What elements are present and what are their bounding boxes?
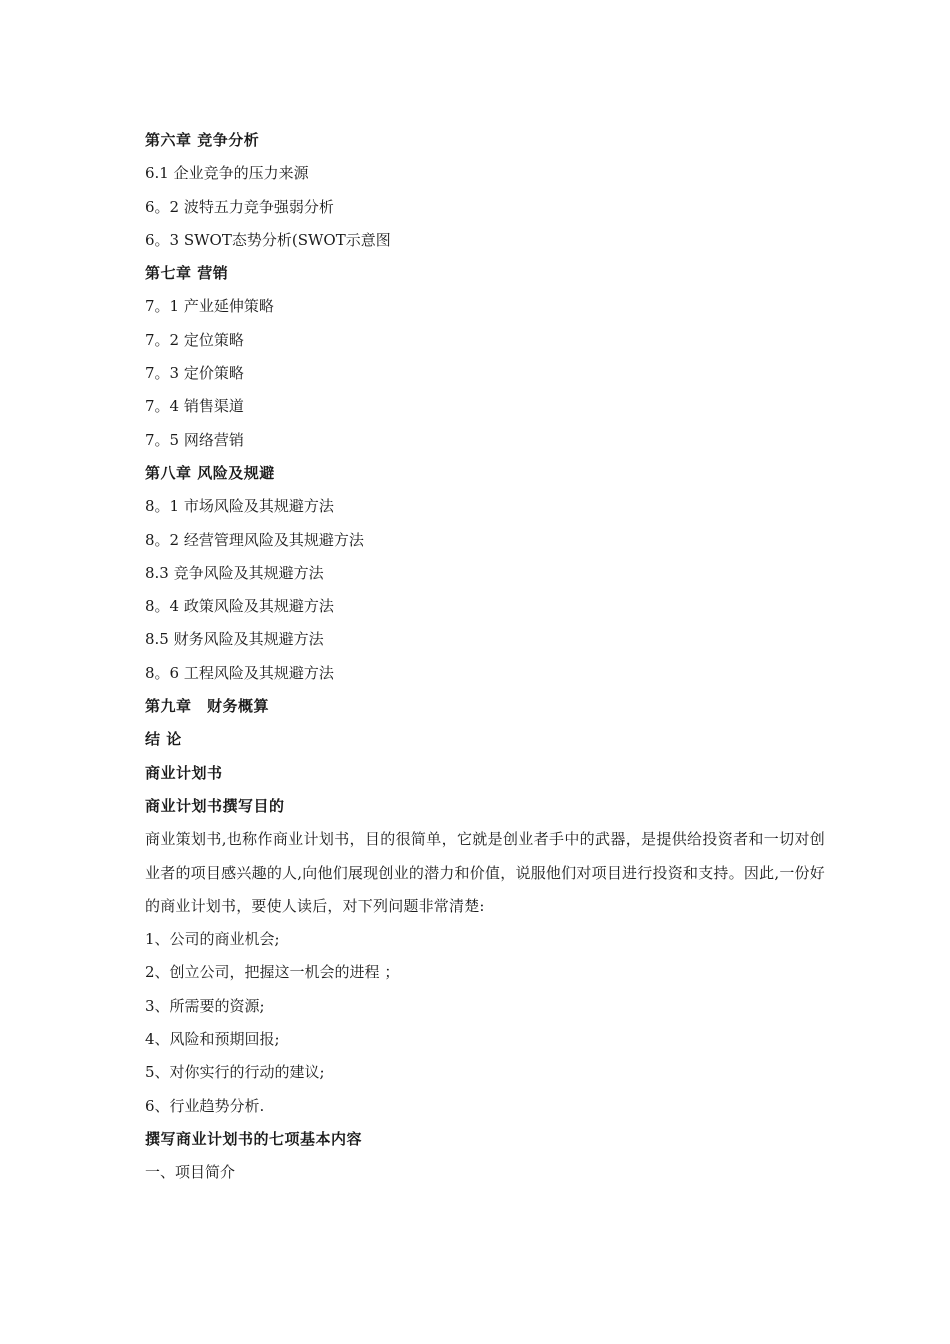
- list-item: 3、所需要的资源;: [145, 996, 265, 1015]
- section-heading: 第七章 营销: [145, 264, 229, 283]
- section-heading: 第六章 竞争分析: [145, 131, 260, 149]
- section-heading: 商业计划书: [145, 763, 223, 782]
- list-item: 6。3 SWOT态势分析(SWOT示意图: [145, 230, 391, 249]
- list-item: 6、行业趋势分析.: [145, 1096, 265, 1115]
- list-item: 7。2 定位策略: [145, 330, 244, 349]
- list-item: 2、创立公司，把握这一机会的进程 ；: [145, 963, 400, 982]
- list-item: 7。1 产业延伸策略: [145, 297, 274, 316]
- list-item: 6.1 企业竞争的压力来源: [145, 164, 309, 183]
- list-item: 1、公司的商业机会;: [145, 930, 280, 949]
- list-item: 4、风险和预期回报;: [145, 1030, 280, 1049]
- section-heading: 商业计划书撰写目的: [145, 796, 285, 815]
- list-item: 8。4 政策风险及其规避方法: [145, 597, 334, 616]
- list-item: 8.3 竞争风险及其规避方法: [145, 563, 324, 582]
- section-heading: 第九章 财务概算: [145, 697, 270, 716]
- section-heading: 第八章 风险及规避: [145, 463, 275, 482]
- list-item: 8。1 市场风险及其规避方法: [145, 497, 334, 516]
- list-item: 7。5 网络营销: [145, 430, 244, 449]
- list-item: 7。4 销售渠道: [145, 397, 244, 416]
- list-item: 8。6 工程风险及其规避方法: [145, 663, 334, 682]
- list-item: 一、项目简介: [145, 1163, 236, 1182]
- document-body: [145, 124, 825, 1190]
- list-item: 5、对你实行的行动的建议;: [145, 1063, 325, 1082]
- list-item: 7。3 定价策略: [145, 364, 244, 383]
- body-paragraph: 商业策划书,也称作商业计划书，目的很简单，它就是创业者手中的武器，是提供给投资者和一切对创业者的项目感兴趣的人,向他们展现创业的潜力和价值，说服他们对项目进行投资和支持。因此,一份好的商业计划书，要使人读后，对下列问题非常清楚:: [145, 830, 825, 915]
- list-item: 8。2 经营管理风险及其规避方法: [145, 530, 364, 549]
- section-heading: 撰写商业计划书的七项基本内容: [145, 1129, 363, 1148]
- list-item: 8.5 财务风险及其规避方法: [145, 630, 324, 649]
- section-heading: 结 论: [145, 730, 182, 749]
- list-item: 6。2 波特五力竞争强弱分析: [145, 197, 334, 216]
